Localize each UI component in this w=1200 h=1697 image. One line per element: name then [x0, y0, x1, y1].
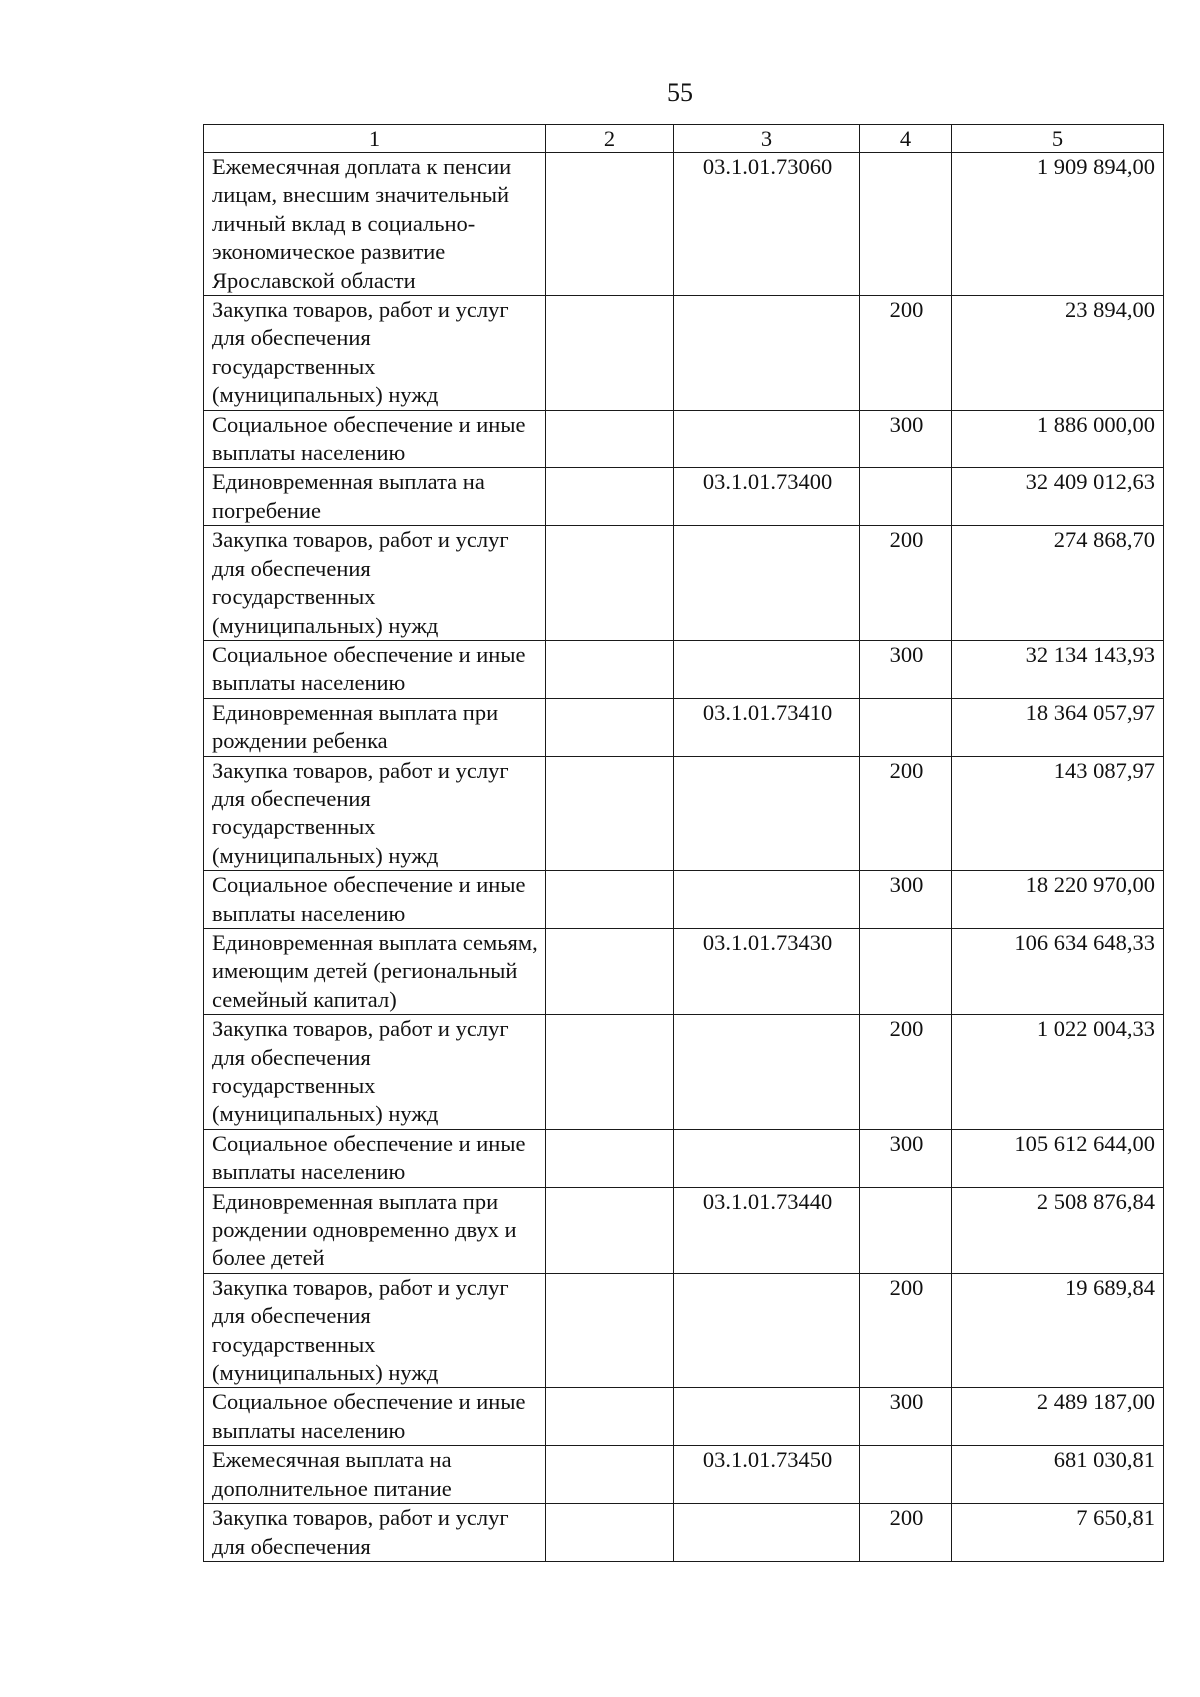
row-name-cell: Единовременная выплата семьям, имеющим детей (региональный семейный капитал) — [204, 928, 546, 1014]
row-blank-cell — [546, 1446, 674, 1504]
table-row — [204, 468, 1164, 526]
row-blank-cell — [546, 296, 674, 411]
row-blank-cell — [546, 698, 674, 756]
row-code-cell — [674, 640, 860, 698]
row-code-cell — [674, 526, 860, 641]
table-row — [204, 1187, 1164, 1273]
row-name-cell: Социальное обеспечение и иные выплаты населению — [204, 1388, 546, 1446]
table-row — [204, 296, 1164, 411]
table-row — [204, 928, 1164, 1014]
row-name-cell: Закупка товаров, работ и услуг для обеспечения государственных (муниципальных) нужд — [204, 1015, 546, 1130]
table-row — [204, 756, 1164, 871]
row-code-cell — [674, 871, 860, 929]
row-type-cell: 200 — [860, 526, 952, 641]
row-amount-cell: 32 134 143,93 — [952, 640, 1164, 698]
table-row — [204, 153, 1164, 296]
row-code-cell — [674, 1129, 860, 1187]
row-code-cell — [674, 1015, 860, 1130]
row-type-cell — [860, 468, 952, 526]
header-cell-1: 1 — [204, 125, 546, 153]
row-name-cell: Социальное обеспечение и иные выплаты населению — [204, 410, 546, 468]
row-name-cell: Единовременная выплата при рождении одновременно двух и более детей — [204, 1187, 546, 1273]
row-code-cell: 03.1.01.73440 — [674, 1187, 860, 1273]
row-blank-cell — [546, 410, 674, 468]
row-type-cell: 300 — [860, 871, 952, 929]
table-header-row — [204, 125, 1164, 153]
row-code-cell — [674, 1388, 860, 1446]
row-code-cell — [674, 756, 860, 871]
row-code-cell: 03.1.01.73400 — [674, 468, 860, 526]
table-row — [204, 1273, 1164, 1388]
row-blank-cell — [546, 640, 674, 698]
row-type-cell — [860, 153, 952, 296]
row-name-cell: Закупка товаров, работ и услуг для обеспечения государственных (муниципальных) нужд — [204, 1273, 546, 1388]
row-amount-cell: 23 894,00 — [952, 296, 1164, 411]
row-name-cell: Ежемесячная выплата на дополнительное питание — [204, 1446, 546, 1504]
row-code-cell — [674, 410, 860, 468]
row-blank-cell — [546, 468, 674, 526]
row-amount-cell: 105 612 644,00 — [952, 1129, 1164, 1187]
row-amount-cell: 32 409 012,63 — [952, 468, 1164, 526]
table-row — [204, 1446, 1164, 1504]
table-row — [204, 410, 1164, 468]
row-type-cell — [860, 928, 952, 1014]
row-type-cell — [860, 698, 952, 756]
row-type-cell: 200 — [860, 1273, 952, 1388]
row-type-cell: 300 — [860, 1129, 952, 1187]
row-type-cell: 200 — [860, 1504, 952, 1562]
row-code-cell — [674, 1504, 860, 1562]
row-blank-cell — [546, 1273, 674, 1388]
table-row — [204, 1015, 1164, 1130]
row-blank-cell — [546, 928, 674, 1014]
row-type-cell: 300 — [860, 410, 952, 468]
table-row — [204, 640, 1164, 698]
row-blank-cell — [546, 1129, 674, 1187]
row-amount-cell: 681 030,81 — [952, 1446, 1164, 1504]
row-type-cell: 300 — [860, 1388, 952, 1446]
row-amount-cell: 18 364 057,97 — [952, 698, 1164, 756]
row-name-cell: Социальное обеспечение и иные выплаты населению — [204, 640, 546, 698]
table-row — [204, 871, 1164, 929]
page-number: 55 — [667, 78, 693, 107]
row-name-cell: Единовременная выплата на погребение — [204, 468, 546, 526]
row-amount-cell: 274 868,70 — [952, 526, 1164, 641]
row-amount-cell: 2 489 187,00 — [952, 1388, 1164, 1446]
row-type-cell: 300 — [860, 640, 952, 698]
row-amount-cell: 106 634 648,33 — [952, 928, 1164, 1014]
table-row — [204, 526, 1164, 641]
row-blank-cell — [546, 526, 674, 641]
row-blank-cell — [546, 756, 674, 871]
header-cell-2: 2 — [546, 125, 674, 153]
table-row — [204, 1129, 1164, 1187]
table-row — [204, 1504, 1164, 1562]
row-amount-cell: 7 650,81 — [952, 1504, 1164, 1562]
row-type-cell: 200 — [860, 296, 952, 411]
budget-table — [203, 124, 1164, 1562]
row-name-cell: Единовременная выплата при рождении ребенка — [204, 698, 546, 756]
row-code-cell — [674, 296, 860, 411]
row-name-cell: Социальное обеспечение и иные выплаты населению — [204, 1129, 546, 1187]
header-cell-5: 5 — [952, 125, 1164, 153]
row-type-cell: 200 — [860, 1015, 952, 1130]
row-amount-cell: 19 689,84 — [952, 1273, 1164, 1388]
row-name-cell: Закупка товаров, работ и услуг для обеспечения государственных (муниципальных) нужд — [204, 296, 546, 411]
row-code-cell: 03.1.01.73060 — [674, 153, 860, 296]
header-cell-3: 3 — [674, 125, 860, 153]
row-code-cell: 03.1.01.73410 — [674, 698, 860, 756]
row-blank-cell — [546, 1504, 674, 1562]
row-blank-cell — [546, 1015, 674, 1130]
row-blank-cell — [546, 1388, 674, 1446]
table-row — [204, 698, 1164, 756]
row-name-cell: Закупка товаров, работ и услуг для обеспечения государственных (муниципальных) нужд — [204, 756, 546, 871]
row-blank-cell — [546, 871, 674, 929]
row-blank-cell — [546, 1187, 674, 1273]
row-name-cell: Закупка товаров, работ и услуг для обеспечения — [204, 1504, 546, 1562]
table-row — [204, 1388, 1164, 1446]
row-type-cell — [860, 1187, 952, 1273]
row-code-cell: 03.1.01.73430 — [674, 928, 860, 1014]
row-name-cell: Закупка товаров, работ и услуг для обеспечения государственных (муниципальных) нужд — [204, 526, 546, 641]
row-amount-cell: 1 909 894,00 — [952, 153, 1164, 296]
row-type-cell — [860, 1446, 952, 1504]
row-code-cell — [674, 1273, 860, 1388]
header-cell-4: 4 — [860, 125, 952, 153]
row-amount-cell: 1 022 004,33 — [952, 1015, 1164, 1130]
row-amount-cell: 2 508 876,84 — [952, 1187, 1164, 1273]
row-amount-cell: 143 087,97 — [952, 756, 1164, 871]
row-name-cell: Ежемесячная доплата к пенсии лицам, внесшим значительный личный вклад в социально-экономическое развитие Ярославской области — [204, 153, 546, 296]
row-amount-cell: 18 220 970,00 — [952, 871, 1164, 929]
row-type-cell: 200 — [860, 756, 952, 871]
row-amount-cell: 1 886 000,00 — [952, 410, 1164, 468]
row-name-cell: Социальное обеспечение и иные выплаты населению — [204, 871, 546, 929]
row-blank-cell — [546, 153, 674, 296]
row-code-cell: 03.1.01.73450 — [674, 1446, 860, 1504]
